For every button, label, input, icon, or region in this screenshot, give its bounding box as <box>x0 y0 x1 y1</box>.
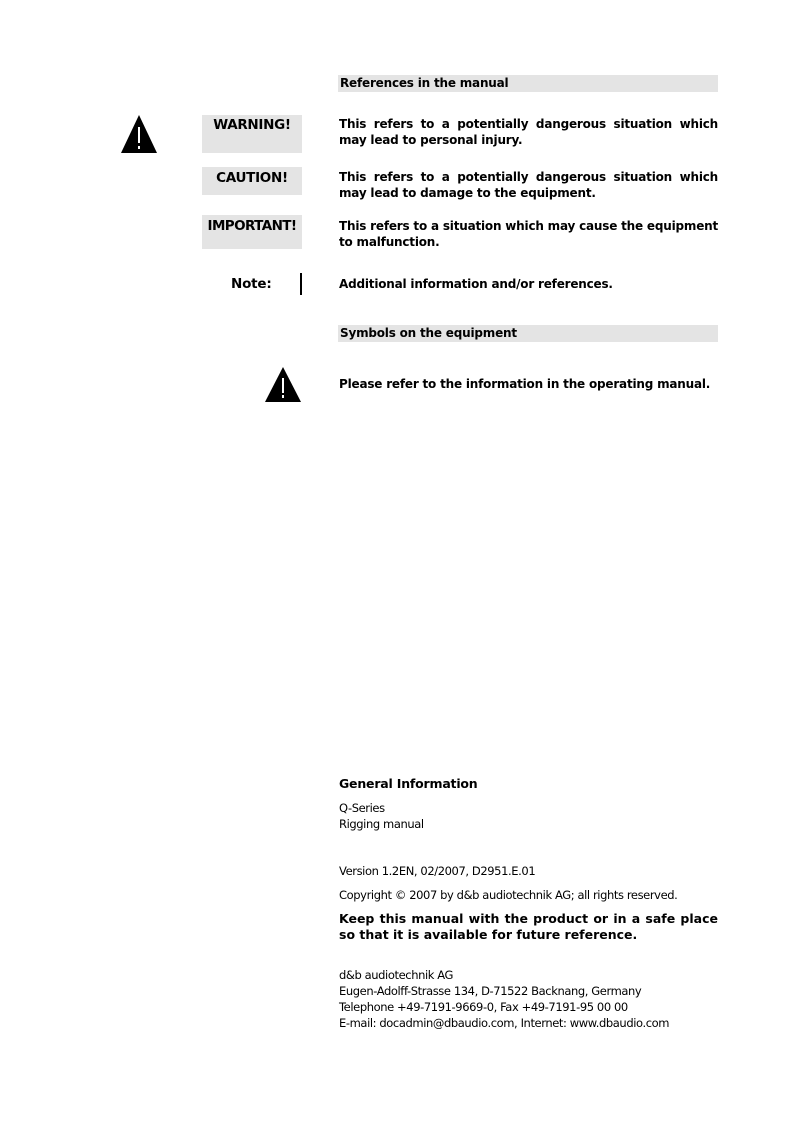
warning-text: This refers to a potentially dangerous situation which may lead to personal injury. <box>339 117 718 147</box>
company-contact: E-mail: docadmin@dbaudio.com, Internet: www.dbaudio.com <box>339 1016 670 1030</box>
important-text: This refers to a situation which may cause the equipment to malfunction. <box>339 219 719 249</box>
warning-triangle-icon <box>120 114 158 154</box>
manual-type: Rigging manual <box>339 817 424 831</box>
warning-triangle-icon <box>264 366 302 403</box>
note-bar <box>300 273 302 295</box>
caution-text: This refers to a potentially dangerous situation which may lead to damage to the equipment. <box>339 170 718 200</box>
note-label: Note: <box>231 276 272 292</box>
general-heading: General Information <box>339 776 478 791</box>
important-label: IMPORTANT! <box>202 215 302 249</box>
symbols-text: Please refer to the information in the operating manual. <box>339 377 711 391</box>
symbols-heading: Symbols on the equipment <box>338 325 718 342</box>
version-info: Version 1.2EN, 02/2007, D2951.E.01 <box>339 864 536 878</box>
product-line: Q-Series <box>339 801 385 815</box>
company-name: d&b audiotechnik AG <box>339 968 454 982</box>
company-address: Eugen-Adolff-Strasse 134, D-71522 Backnang, Germany <box>339 984 642 998</box>
note-text: Additional information and/or references. <box>339 277 613 291</box>
company-phone: Telephone +49-7191-9669-0, Fax +49-7191-95 00 00 <box>339 1000 628 1014</box>
caution-label: CAUTION! <box>202 167 302 195</box>
warning-label: WARNING! <box>202 115 302 153</box>
copyright-info: Copyright © 2007 by d&b audiotechnik AG; all rights reserved. <box>339 888 678 902</box>
references-heading: References in the manual <box>338 75 718 92</box>
keep-notice: Keep this manual with the product or in a safe place so that it is available for future reference. <box>339 911 718 942</box>
